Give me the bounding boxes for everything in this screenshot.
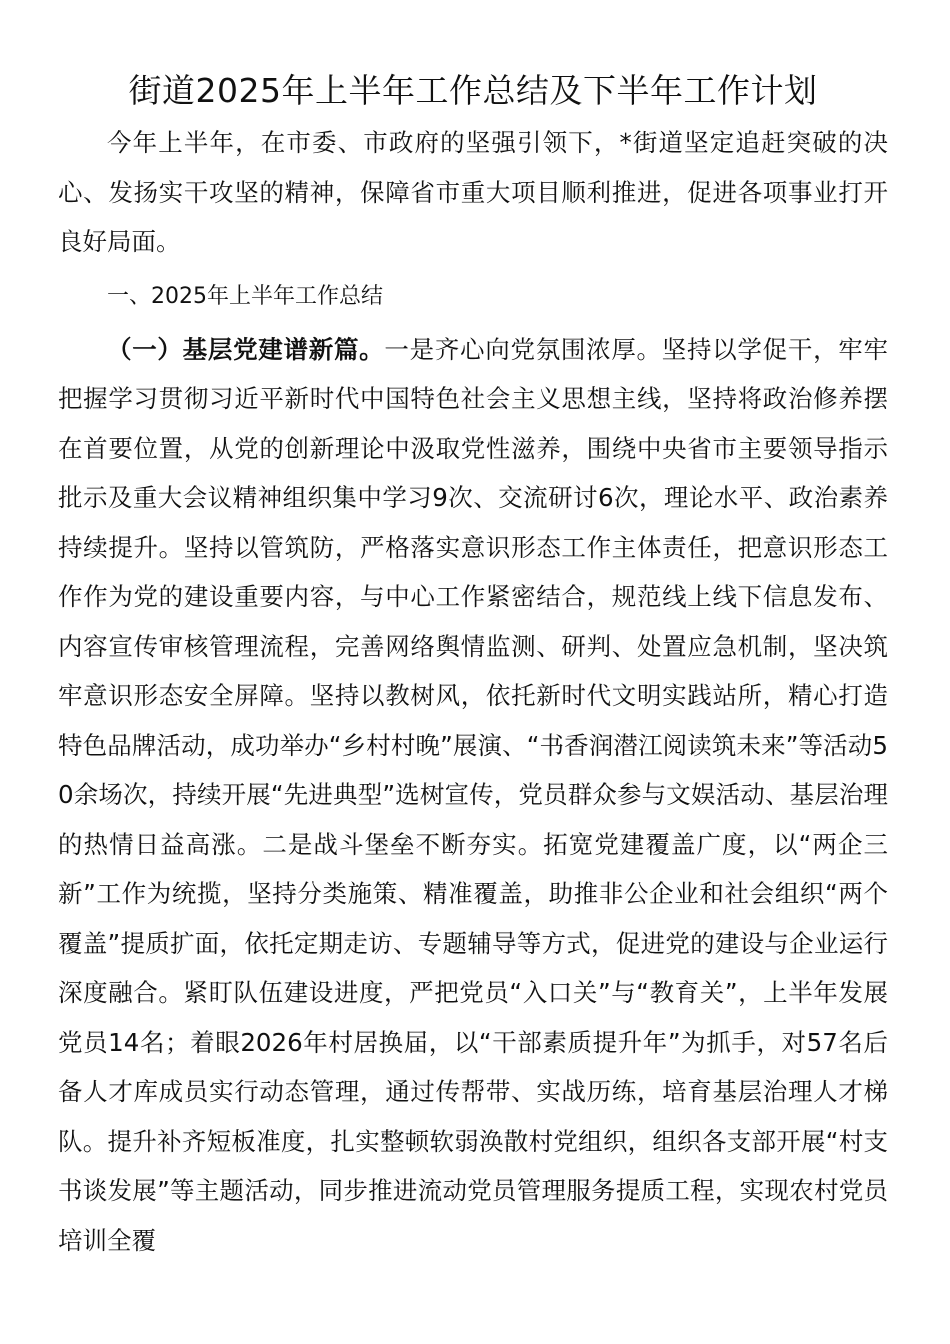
subsection-title: （一）基层党建谱新篇。 bbox=[107, 334, 385, 364]
section-heading: 一、2025年上半年工作总结 bbox=[107, 283, 383, 309]
subsection-paragraph bbox=[58, 325, 888, 1266]
document-title: 街道2025年上半年工作总结及下半年工作计划 bbox=[128, 71, 818, 110]
subsection-body: 一是齐心向党氛围浓厚。坚持以学促干，牢牢把握学习贯彻习近平新时代中国特色社会主义思想主线，坚持将政治修养摆在首要位置，从党的创新理论中汲取党性滋养，围绕中央省市主要领导指示批示及重大会议精神组织集中学习9次、交流研讨6次，理论水平、政治素养持续提升。坚持以管筑防，严格落实意识形态工作主体责任，把意识形态工作作为党的建设重要内容，与中心工作紧密结合，规范线上线下信息发布、内容宣传审核管理流程，完善网络舆情监测、研判、处置应急机制，坚决筑牢意识形态安全屏障。坚持以教树风，依托新时代文明实践站所，精心打造特色品牌活动，成功举办“乡村村晚”展演、“书香润潜江阅读筑未来”等活动50余场次，持续开展“先进典型”选树宣传，党员群众参与文娱活动、基层治理的热情日益高涨。二是战斗堡垒不断夯实。拓宽党建覆盖广度，以“两企三新”工作为统揽，坚持分类施策、精准覆盖，助推非公企业和社会组织“两个覆盖”提质扩面，依托定期走访、专题辅导等方式，促进党的建设与企业运行深度融合。紧盯队伍建设进度，严把党员“入口关”与“教育关”，上半年发展党员14名；着眼2026年村居换届，以“干部素质提升年”为抓手，对57名后备人才库成员实行动态管理，通过传帮带、实战历练，培育基层治理人才梯队。提升补齐短板准度，扎实整顿软弱涣散村党组织，组织各支部开展“村支书谈发展”等主题活动，同步推进流动党员管理服务提质工程，实现农村党员培训全覆 bbox=[58, 334, 889, 1255]
intro-paragraph: 今年上半年，在市委、市政府的坚强引领下，*街道坚定追赶突破的决心、发扬实干攻坚的精神，保障省市重大项目顺利推进，促进各项事业打开良好局面。 bbox=[58, 128, 888, 256]
